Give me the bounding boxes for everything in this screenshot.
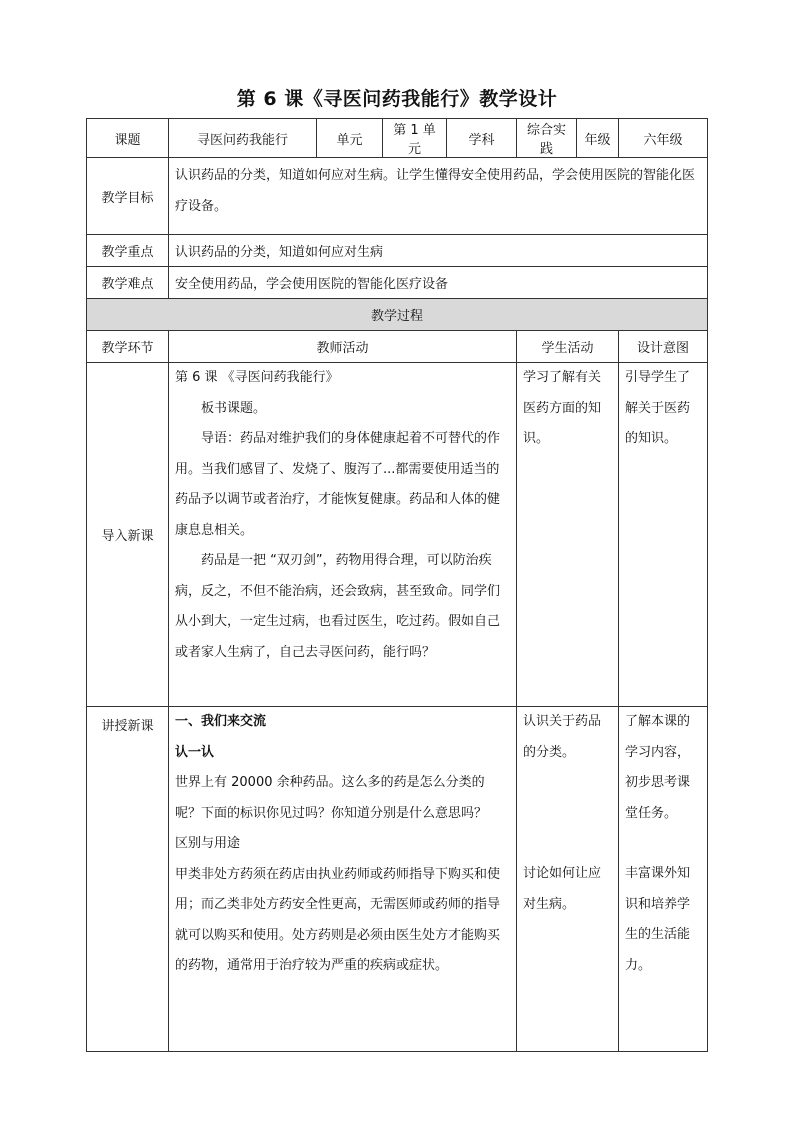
intro-board-note: 板书课题。: [201, 400, 267, 416]
unit-value: 第 1 单元: [383, 119, 447, 158]
difficulty-text: 安全使用药品，学会使用医院的智能化医疗设备: [169, 267, 708, 299]
process-section-row: [87, 299, 708, 331]
intro-stage: 导入新课: [87, 363, 169, 707]
header-student: 学生活动: [517, 331, 619, 363]
key-point-label: 教学重点: [87, 235, 169, 267]
process-section-title: 教学过程: [87, 299, 708, 331]
lesson-usage-heading: 区别与用途: [175, 836, 241, 851]
intro-design-intent: 引导学生了解关于医药的知识。: [619, 363, 708, 707]
course-label: 课题: [87, 119, 169, 158]
intro-teacher-activity: [169, 363, 517, 707]
intro-double-edge-paragraph: 药品是一把 “双刃剑”，药物用得合理，可以防治疾病，反之，不但不能治病，还会致病，甚至致命。同学们从小到大，一定生过病，也看过医生，吃过药。假如自己或者家人生病了，自己去寻医问药，能行吗？: [175, 553, 501, 660]
difficulty-row: [87, 267, 708, 299]
grade-label: 年级: [577, 119, 619, 158]
subject-value: 综合实践: [517, 119, 577, 158]
subject-label: 学科: [447, 119, 517, 158]
header-stage: 教学环节: [87, 331, 169, 363]
lesson-student-item-1: 认识关于药品的分类。: [523, 714, 602, 760]
grade-value: 六年级: [619, 119, 708, 158]
objective-row: [87, 158, 708, 235]
lesson-plan-table: [86, 118, 708, 1052]
lesson-teacher-activity: [169, 707, 517, 1052]
lesson-design-intent: [619, 707, 708, 1052]
lesson-student-item-2: 讨论如何让应对生病。: [523, 866, 602, 912]
unit-label: 单元: [317, 119, 383, 158]
info-row: [87, 119, 708, 158]
lesson-section-heading: 一、我们来交流: [175, 714, 267, 729]
objective-text: 认识药品的分类，知道如何应对生病。让学生懂得安全使用药品，学会使用医院的智能化医疗设备。: [169, 158, 708, 235]
header-teacher: 教师活动: [169, 331, 517, 363]
lesson-stage: 讲授新课: [87, 707, 169, 1052]
lesson-usage-paragraph: 甲类非处方药须在药店由执业药师或药师指导下购买和使用；而乙类非处方药安全性更高，无需医师或药师的指导就可以购买和使用。处方药则是必须由医生处方才能购买的药物，通常用于治疗较为严重的疾病或症状。: [175, 866, 501, 973]
process-header-row: [87, 331, 708, 363]
intro-lesson-title: 第 6 课 《寻医问药我能行》: [175, 370, 339, 385]
difficulty-label: 教学难点: [87, 267, 169, 299]
key-point-text: 认识药品的分类，知道如何应对生病: [169, 235, 708, 267]
intro-student-activity: 学习了解有关医药方面的知识。: [517, 363, 619, 707]
intro-row: [87, 363, 708, 707]
lesson-subheading: 认一认: [175, 744, 215, 760]
lesson-intent-item-1: 了解本课的学习内容，初步思考课堂任务。: [625, 714, 691, 821]
lesson-intent-item-2: 丰富课外知识和培养学生的生活能力。: [625, 866, 691, 973]
header-intent: 设计意图: [619, 331, 708, 363]
key-point-row: [87, 235, 708, 267]
lesson-question-paragraph: 世界上有 20000 余种药品。这么多的药是怎么分类的呢？下面的标识你见过吗？你知道分别是什么意思吗？: [175, 775, 488, 821]
intro-lead-paragraph: 导语：药品对维护我们的身体健康起着不可替代的作用。当我们感冒了、发烧了、腹泻了...都需要使用适当的药品予以调节或者治疗，才能恢复健康。药品和人体的健康息息相关。: [175, 431, 501, 538]
objective-label: 教学目标: [87, 158, 169, 235]
lesson-student-activity: [517, 707, 619, 1052]
lesson-row: [87, 707, 708, 1052]
document-title: 第 6 课《寻医问药我能行》教学设计: [236, 88, 558, 110]
course-value: 寻医问药我能行: [169, 119, 317, 158]
